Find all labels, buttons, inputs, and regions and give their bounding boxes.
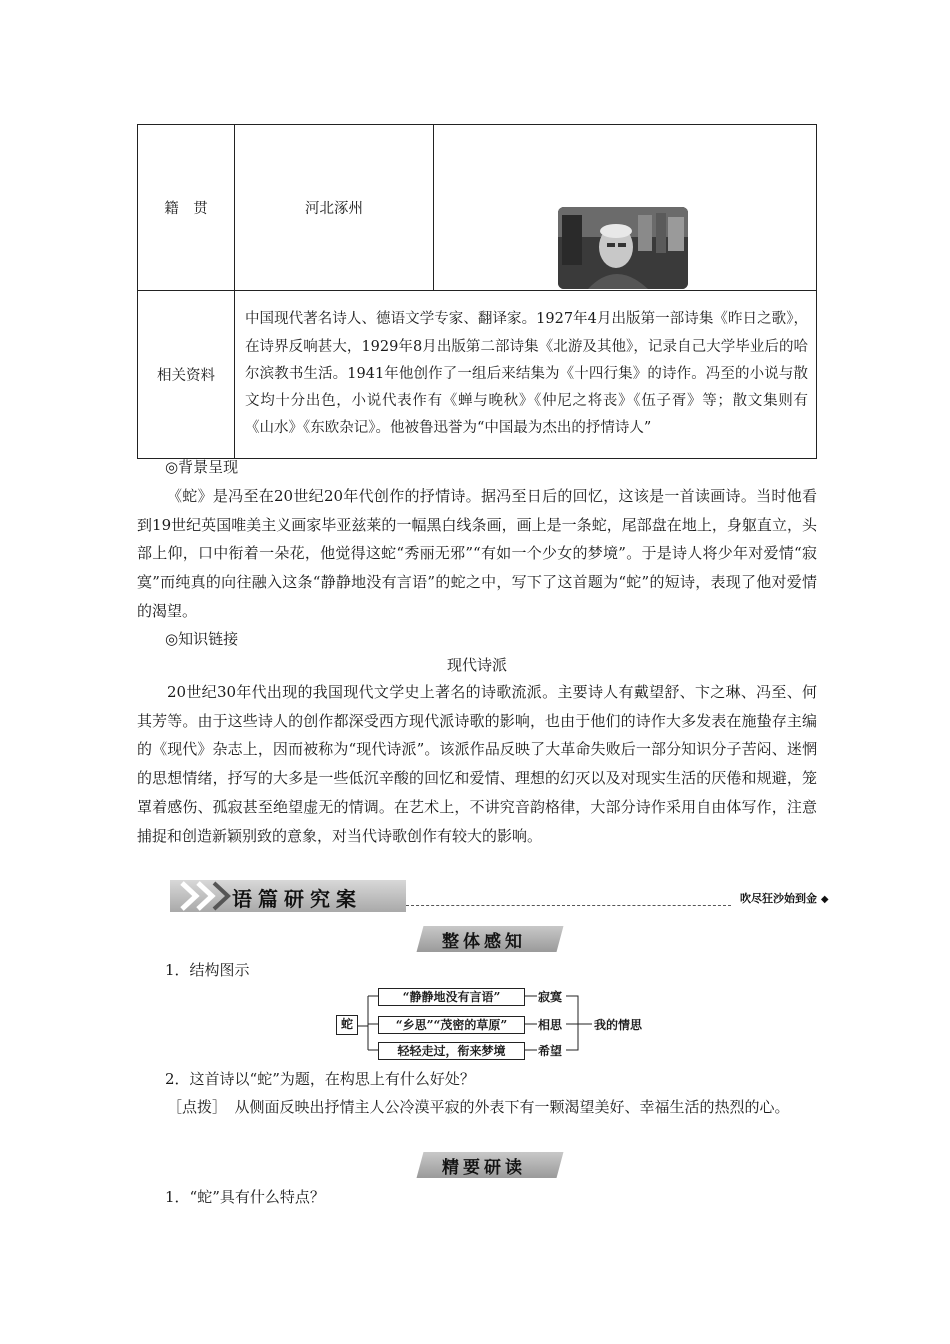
banner-motto <box>740 890 829 906</box>
question-2: 2．这首诗以“蛇”为题，在构思上有什么好处？ <box>165 1070 475 1088</box>
knowledge-title: 现代诗派 <box>446 656 507 674</box>
diagram-label-2: 相思 <box>538 1018 563 1032</box>
section1-title: 整体感知 <box>442 932 526 952</box>
structure-item: 1．结构图示 <box>165 961 250 979</box>
knowledge-text: 20世纪30年代出现的我国现代文学史上著名的诗歌流派。主要诗人有戴望舒、卞之琳、冯至、何其芳等。由于这些诗人的创作都深受西方现代派诗歌的影响，也由于他们的诗作大多发表在施蛰存主编的《现代》杂志上，因而被称为“现代诗派”。该派作品反映了大革命失败后一部分知识分子苦闷、迷惘的思想情绪，抒写的大多是一些低沉辛酸的回忆和爱情、理想的幻灭以及对现实生活的厌倦和规避，笼罩着感伤、孤寂甚至绝望虚无的情调。在艺术上，不讲究音韵格律，大部分诗作采用自由体写作，注意捕捉和创造新颖别致的意象，对当代诗歌创作有较大的影响。 <box>137 683 817 845</box>
reading-question-1: 1．“蛇”具有什么特点？ <box>165 1188 325 1206</box>
diagram-branch-3: 轻轻走过，衔来梦境 <box>378 1042 525 1060</box>
hint-paragraph <box>137 1093 817 1122</box>
banner-motto-text: 吹尽狂沙始到金 <box>740 892 817 905</box>
diagram-branch-2: “乡思”“茂密的草原” <box>378 1016 525 1034</box>
diagram-branch-1: “静静地没有言语” <box>378 988 525 1006</box>
table-label-materials: 相关资料 <box>138 291 235 459</box>
diamond-icon: ◆ <box>820 894 829 905</box>
banner-divider <box>406 905 731 906</box>
info-table <box>137 124 817 459</box>
knowledge-heading: ◎知识链接 <box>165 630 239 648</box>
section2-title: 精要研读 <box>442 1158 526 1178</box>
hint-text: 从侧面反映出抒情主人公冷漠平寂的外表下有一颗渴望美好、幸福生活的热烈的心。 <box>234 1098 790 1116</box>
diagram-label-1: 寂寞 <box>538 990 563 1004</box>
background-heading: ◎背景呈现 <box>165 458 239 476</box>
table-label-hometown: 籍 贯 <box>138 125 235 291</box>
diagram-result: 我的情思 <box>594 1018 643 1032</box>
table-photo-cell <box>434 125 817 291</box>
diagram-label-3: 希望 <box>538 1044 563 1058</box>
diagram-root: 蛇 <box>336 1015 358 1035</box>
author-photo <box>558 207 688 289</box>
background-text: 《蛇》是冯至在20世纪20年代创作的抒情诗。据冯至日后的回忆，这该是一首读画诗。当时他看到19世纪英国唯美主义画家毕亚兹莱的一幅黑白线条画，画上是一条蛇，尾部盘在地上，身躯直立，头部上仰，口中衔着一朵花，他觉得这蛇“秀丽无邪”“有如一个少女的梦境”。于是诗人将少年对爱情“寂寞”而纯真的向往融入这条“静静地没有言语”的蛇之中，写下了这首题为“蛇”的短诗，表现了他对爱情的渴望。 <box>137 487 817 620</box>
hint-label: ［点拨］ <box>167 1098 220 1116</box>
table-value-hometown: 河北涿州 <box>235 125 434 291</box>
table-value-materials: 中国现代著名诗人、德语文学专家、翻译家。1927年4月出版第一部诗集《昨日之歌》，在诗界反响甚大，1929年8月出版第二部诗集《北游及其他》，记录自己大学毕业后的哈尔滨教书生活。1941年他创作了一组后来结集为《十四行集》的诗作。冯至的小说与散文均十分出色，小说代表作有《蝉与晚秋》《仲尼之将丧》《伍子胥》等；散文集则有《山水》《东欧杂记》。他被鲁迅誉为“中国最为杰出的抒情诗人” <box>235 291 817 459</box>
banner-title: 语篇研究案 <box>232 887 362 911</box>
